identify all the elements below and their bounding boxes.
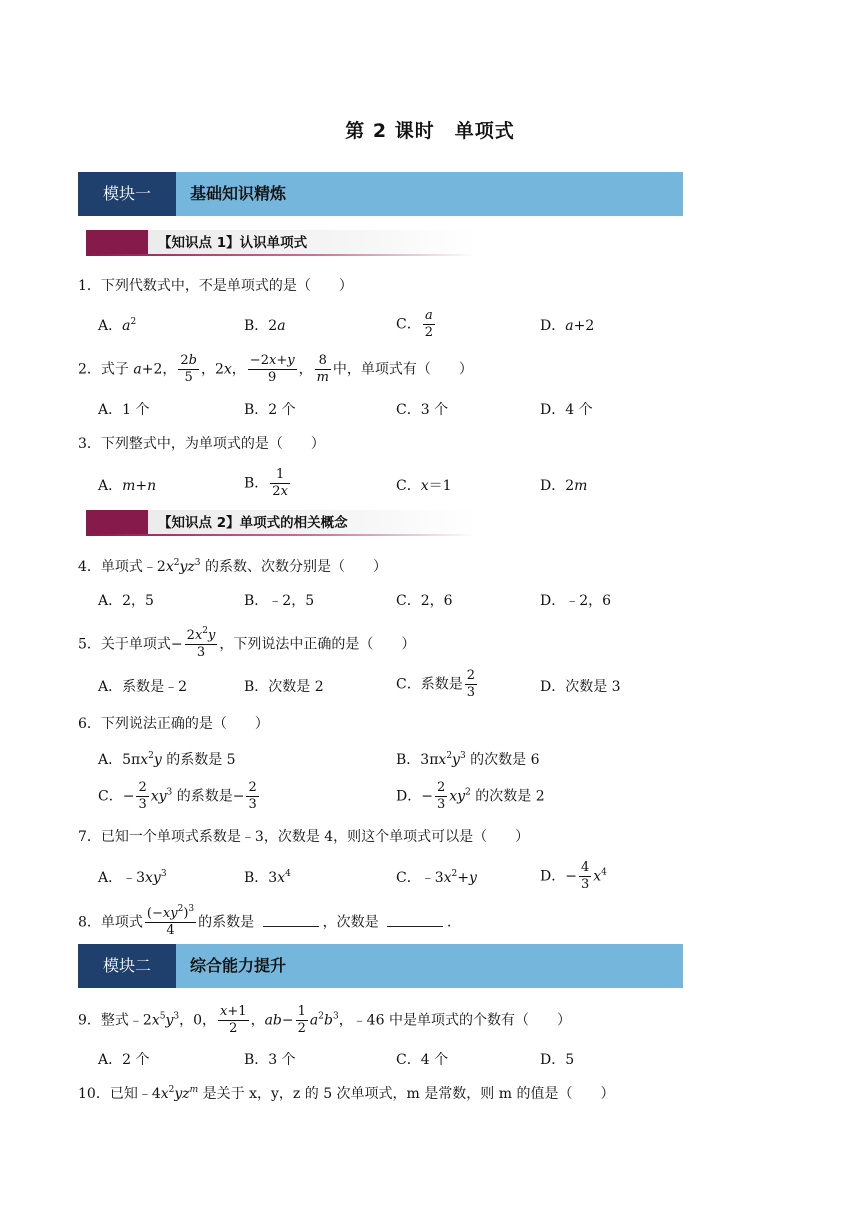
- q6-option-a: A．$5\pi x^2y$ 的系数是 5: [98, 751, 236, 768]
- q9-option-d: D．5: [540, 1052, 575, 1068]
- question-4-stem: 4．单项式$﹣2x^2yz^3$ 的系数、次数分别是（ ）: [78, 558, 387, 575]
- q4-option-a: A．2，5: [98, 593, 154, 609]
- kp-label: 【知识点 1】认识单项式: [158, 235, 308, 251]
- q6-option-d: D．− $\frac{2}{3}$ $xy^2$ 的次数是 2: [396, 780, 545, 812]
- q4-option-c: C．2，6: [396, 593, 453, 609]
- q9-option-c: C．4 个: [396, 1052, 449, 1068]
- q7-option-b: B．$3x^4$: [244, 869, 291, 886]
- q6-option-c: C．− $\frac{2}{3}$ $xy^3$ 的系数是− $\frac{2}{3}$: [98, 780, 257, 812]
- q5-option-b: B．次数是 2: [244, 679, 324, 695]
- module-header-2: [78, 944, 683, 988]
- answer-blank-degree[interactable]: [387, 912, 443, 927]
- kp-underline: [86, 254, 476, 256]
- module-tag: 模块二: [78, 944, 176, 988]
- module-title: 综合能力提升: [190, 956, 287, 975]
- q1-option-b: B．2a: [244, 318, 286, 334]
- q7-option-a: A．$﹣3xy^3$: [98, 869, 167, 886]
- q4-option-d: D．﹣2，6: [540, 593, 612, 609]
- question-10-stem: 10．已知$﹣4x^2yz^m$ 是关于 x，y，z 的 5 次单项式，m 是常数，则 m 的值是（ ）: [78, 1085, 615, 1102]
- q3-option-a: A．m+n: [98, 478, 157, 494]
- q1-option-d: D．a+2: [540, 318, 595, 334]
- knowledge-point-header-1: [86, 230, 476, 256]
- knowledge-point-header-2: [86, 510, 476, 536]
- q7-option-c: C．$﹣3x^2+y$: [396, 869, 477, 886]
- q5-option-d: D．次数是 3: [540, 679, 621, 695]
- question-8-stem: 8．单项式 $\frac{(-xy^2)^3}{4}$ 的系数是 ，次数是 ．: [78, 904, 462, 938]
- question-2-stem: 2．式子 a+2， $\frac{2b}{5}$ ，2x， $\frac{-2x+y}{9}$ ， $\frac{8}{m}$ 中，单项式有（ ）: [78, 353, 473, 385]
- q9-option-a: A．2 个: [98, 1052, 150, 1068]
- q9-option-b: B．3 个: [244, 1052, 296, 1068]
- q2-option-d: D．4 个: [540, 402, 593, 418]
- module-tag: 模块一: [78, 172, 176, 216]
- q7-option-d: D．− $\frac{4}{3}$ $x^4$: [540, 860, 607, 892]
- question-5-stem: 5．关于单项式− $\frac{2x^2y}{3}$ ，下列说法中正确的是（ ）: [78, 626, 416, 660]
- kp-underline: [86, 534, 476, 536]
- q1-option-a: A．$a^2$: [98, 317, 137, 334]
- kp-tag-block: [86, 230, 148, 256]
- question-3-stem: 3．下列整式中，为单项式的是（ ）: [78, 436, 325, 452]
- module-header-1: [78, 172, 683, 216]
- q5-option-c: C．系数是 $\frac{2}{3}$: [396, 668, 475, 700]
- answer-blank-coefficient[interactable]: [263, 912, 319, 927]
- q3-option-b: B． $\frac{1}{2x}$: [244, 467, 288, 499]
- q5-option-a: A．系数是﹣2: [98, 679, 188, 695]
- page-title: 第 2 课时 单项式: [345, 120, 515, 142]
- module-title: 基础知识精炼: [190, 184, 287, 203]
- q4-option-b: B．﹣2，5: [244, 593, 315, 609]
- q2-option-c: C．3 个: [396, 402, 449, 418]
- question-6-stem: 6．下列说法正确的是（ ）: [78, 716, 269, 732]
- q2-option-a: A．1 个: [98, 402, 150, 418]
- question-9-stem: 9．整式$﹣2x^5y^3$，0， $\frac{x+1}{2}$ ，ab− $\frac{1}{2}$ $a^2b^3$，﹣46 中是单项式的个数有（ ）: [78, 1004, 571, 1036]
- question-1-stem: 1．下列代数式中，不是单项式的是（ ）: [78, 278, 353, 294]
- q2-option-b: B．2 个: [244, 402, 296, 418]
- q3-option-c: C．x＝1: [396, 478, 452, 494]
- q3-option-d: D．2m: [540, 478, 588, 494]
- question-7-stem: 7．已知一个单项式系数是﹣3，次数是 4，则这个单项式可以是（ ）: [78, 829, 530, 845]
- kp-label: 【知识点 2】单项式的相关概念: [158, 515, 348, 531]
- q6-option-b: B．$3\pi x^2y^3$ 的次数是 6: [396, 751, 540, 768]
- kp-tag-block: [86, 510, 148, 536]
- q1-option-c: C． $\frac{a}{2}$: [396, 308, 433, 340]
